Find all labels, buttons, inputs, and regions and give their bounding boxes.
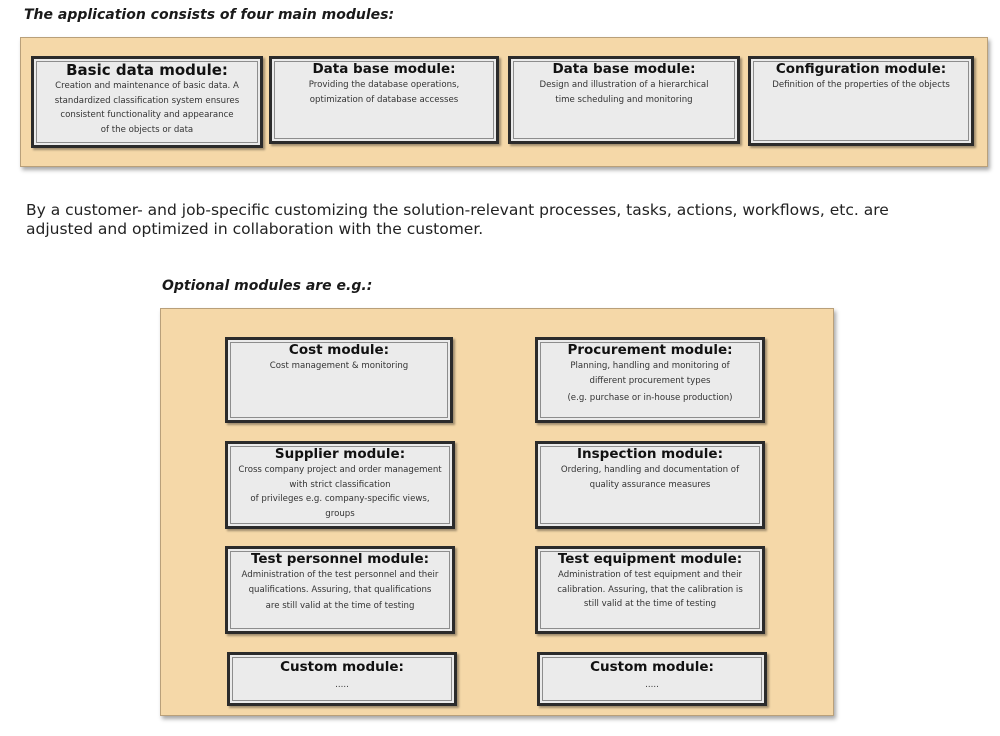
supplier-module-box <box>225 441 455 529</box>
main-modules-panel <box>20 37 988 167</box>
test-personnel-module-box <box>225 546 455 634</box>
module-title: Custom module: <box>590 659 714 675</box>
test-equipment-module-box <box>535 546 765 634</box>
module-description: Administration of test equipment and their calibration. Assuring, that the calibration is still valid at the time of testing <box>557 570 743 609</box>
procurement-module-box <box>535 337 765 423</box>
module-description: Design and illustration of a hierarchical time scheduling and monitoring <box>539 80 709 105</box>
module-title: Test personnel module: <box>250 551 430 567</box>
module-description: Creation and maintenance of basic data. A standardized classification system ensures consistent functionality and appearance of the objects or data <box>54 81 240 135</box>
module-description: Cross company project and order management with strict classification of privileges e.g. company-specific views, groups <box>238 465 442 519</box>
customizing-paragraph: By a customer- and job-specific customizing the solution-relevant processes, tasks, actions, workflows, etc. are adjusted and optimized in collaboration with the customer. <box>26 201 889 238</box>
optional-modules-heading: Optional modules are e.g.: <box>162 278 373 294</box>
module-title: Data base module: <box>312 61 456 77</box>
module-description: Administration of the test personnel and their qualifications. Assuring, that qualifications are still valid at the time of testing <box>241 570 439 611</box>
module-description: Planning, handling and monitoring of different procurement types (e.g. purchase or in-house production) <box>567 361 733 403</box>
module-description: ..... <box>645 680 659 690</box>
inspection-module-box <box>535 441 765 529</box>
module-description: Definition of the properties of the objects <box>772 80 950 90</box>
module-description: Providing the database operations, optimization of database accesses <box>308 80 460 105</box>
data-base-module-box <box>269 56 499 144</box>
module-title: Inspection module: <box>577 446 723 462</box>
module-title: Supplier module: <box>274 446 406 462</box>
module-title: Configuration module: <box>775 61 947 77</box>
basic-data-module-box <box>31 56 263 148</box>
optional-modules-panel <box>160 308 834 716</box>
custom-module-box <box>537 652 767 706</box>
custom-module-box <box>227 652 457 706</box>
module-title: Test equipment module: <box>557 551 743 567</box>
module-title: Custom module: <box>280 659 404 675</box>
module-description: Cost management & monitoring <box>269 361 409 371</box>
module-title: Cost module: <box>288 342 390 358</box>
configuration-module-box <box>748 56 974 146</box>
module-title: Procurement module: <box>567 342 733 358</box>
main-modules-heading: The application consists of four main modules: <box>24 7 395 23</box>
cost-module-box <box>225 337 453 423</box>
module-description: Ordering, handling and documentation of quality assurance measures <box>560 465 740 490</box>
module-description: ..... <box>335 680 349 690</box>
data-base-scheduling-module-box <box>508 56 740 144</box>
module-title: Data base module: <box>552 61 696 77</box>
module-title: Basic data module: <box>66 61 228 79</box>
